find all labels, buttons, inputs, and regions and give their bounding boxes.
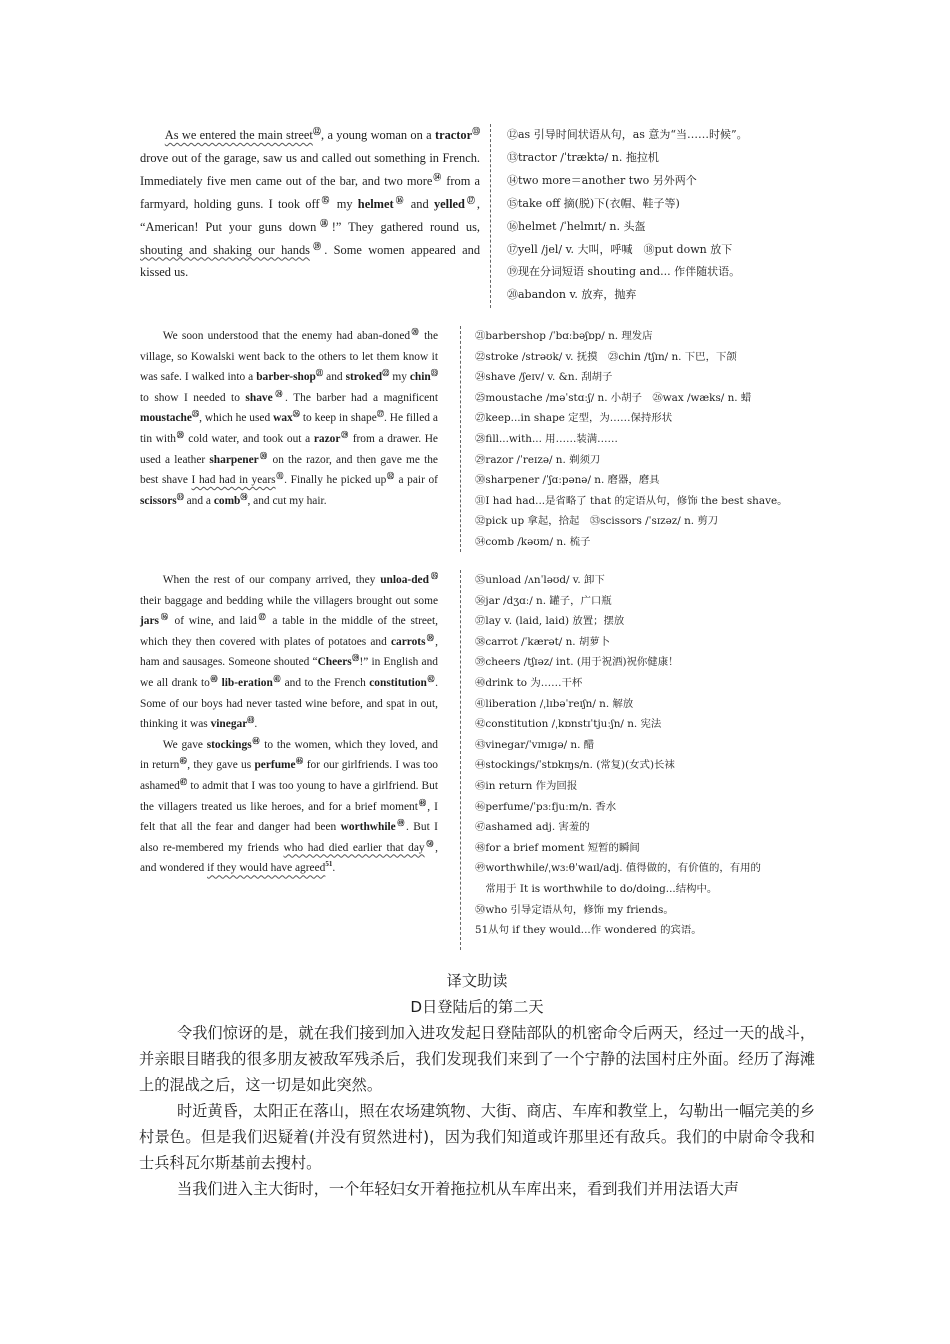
note-number: ㊶ bbox=[272, 675, 282, 684]
vocab-word: helmet bbox=[357, 196, 394, 211]
text: , a young woman on a bbox=[321, 128, 435, 142]
column-divider bbox=[460, 326, 461, 552]
note-number: ㊽ bbox=[417, 798, 428, 807]
note-line: ㉟unload /ʌnˈləʊd/ v. 卸下 bbox=[475, 574, 605, 586]
vocab-word: vinegar bbox=[210, 718, 248, 731]
text: . But I also re-membered my friends bbox=[140, 821, 438, 854]
note-number: ㊱ bbox=[158, 613, 170, 622]
note-line: ㉗keep...in shape 定型，为……保持形状 bbox=[475, 412, 673, 425]
note-line: ㉑barbershop /ˈbɑːbəʃɒp/ n. 理发店 bbox=[475, 330, 653, 342]
note-number: ㊲ bbox=[256, 613, 268, 622]
note-line: ㉔shave /ʃeɪv/ v. &n. 刮胡子 bbox=[475, 371, 613, 384]
note-number: ㊾ bbox=[395, 819, 406, 828]
text: my bbox=[331, 196, 358, 211]
vocab-word: worthwhile bbox=[340, 821, 396, 834]
text: !” in English and we all drank to bbox=[140, 656, 438, 689]
translation-section bbox=[139, 968, 815, 1202]
wavy-underlined-phrase: As we entered the main street bbox=[164, 128, 313, 142]
vocab-word: stroked bbox=[345, 371, 383, 384]
note-line: ㊷constitution /ˌkɒnstɪˈtjuːʃn/ n. 宪法 bbox=[475, 718, 662, 731]
note-line: ㊸vinegar/ˈvɪnɪɡə/ n. 醋 bbox=[475, 738, 595, 751]
text: and bbox=[405, 196, 434, 211]
note-line: ㊿who 引导定语从句，修饰 my friends。 bbox=[475, 903, 674, 916]
translation-paragraph: 令我们惊讶的是，就在我们接到加入进攻发起日登陆部队的机密命令后两天，经过一天的战斗，并亲眼目睹我的很多朋友被敌军残杀后，我们发现我们来到了一个宁静的法国村庄外面。经历了海滩上的混战之后，这一切是如此突然。 bbox=[139, 1024, 815, 1094]
vocab-word: unloa-ded bbox=[380, 574, 429, 586]
text: . Some of our boys had never tasted wine before, and spat in out, thinking it was bbox=[140, 676, 438, 731]
note-number: ⑳ bbox=[410, 328, 420, 337]
wavy-underlined-phrase: if they would have agreed bbox=[207, 862, 326, 875]
paragraph bbox=[140, 124, 480, 284]
note-line: 51从句 if they would...作 wondered 的宾语。 bbox=[475, 924, 702, 937]
text: !” They gathered round us, bbox=[331, 219, 480, 234]
note-number: ㉞ bbox=[240, 492, 248, 501]
note-line: ㊾worthwhile/ˌwɜːθˈwaɪl/adj. 值得做的，有价值的，有用的 bbox=[475, 862, 761, 875]
text: . Some women appeared and kissed us. bbox=[140, 242, 481, 280]
note-line: ⑲现在分词短语 shouting and... 作伴随状语。 bbox=[507, 265, 741, 279]
text: . He filled a tin with bbox=[140, 412, 438, 445]
vocab-word: razor bbox=[313, 432, 341, 445]
note-line: ㊲lay v. (laid, laid) 放置；摆放 bbox=[475, 615, 625, 628]
note-number: ⑬ bbox=[472, 126, 480, 136]
note-line: ㊺in return 作为回报 bbox=[475, 779, 578, 792]
text: and bbox=[323, 371, 346, 384]
note-number: ⑱ bbox=[316, 218, 332, 228]
vocab-word: tractor bbox=[434, 128, 473, 142]
vocab-word: lib-eration bbox=[221, 676, 273, 689]
note-number: ㉗ bbox=[376, 410, 384, 419]
vocab-word: moustache bbox=[140, 412, 192, 425]
note-number: ㊸ bbox=[247, 716, 255, 725]
text: the village, so Kowalski went back to the others to let them know it was safe. I walked into a bbox=[140, 330, 439, 384]
note-number: ㉒ bbox=[382, 369, 390, 378]
note-number: ⑲ bbox=[309, 241, 325, 251]
vocab-word: comb bbox=[213, 494, 241, 507]
note-line: ㊳carrot /ˈkærət/ n. 胡萝卜 bbox=[475, 635, 611, 648]
wavy-underlined-phrase: who had died earlier that day bbox=[283, 841, 425, 854]
text: a pair of bbox=[394, 474, 438, 487]
text: , and wondered bbox=[140, 841, 438, 875]
note-number: ⑭ bbox=[432, 172, 443, 182]
vocab-word: shave bbox=[245, 391, 273, 404]
note-number: ㉔ bbox=[272, 389, 286, 398]
note-number: ㉕ bbox=[191, 410, 200, 419]
note-line: ㉒stroke /strəʊk/ v. 抚摸 ㉓chin /tʃɪn/ n. 下巴，下颌 bbox=[475, 350, 737, 363]
note-line: ⑫as 引导时间状语从句，as 意为“当……时候”。 bbox=[507, 128, 748, 141]
text: from a drawer. He used a leather bbox=[140, 432, 438, 466]
wavy-underlined-phrase: I had had in years bbox=[191, 474, 276, 487]
vocab-word: Cheers bbox=[317, 656, 352, 669]
note-number: ㊼ bbox=[179, 778, 188, 787]
text: , which he used bbox=[199, 412, 274, 425]
translation-paragraph: 时近黄昏，太阳正在落山，照在农场建筑物、大街、商店、车库和教堂上，勾勒出一幅完美的乡村景色。但是我们迟疑着(并没有贸然进村)，因为我们知道或许那里还有敌兵。我们的中尉命令我和士兵科瓦尔斯基前去搜村。 bbox=[139, 1102, 815, 1172]
note-number: ㉜ bbox=[386, 472, 395, 481]
note-number: ㉝ bbox=[176, 492, 184, 501]
note-number: ㉙ bbox=[340, 431, 350, 440]
note-number: ㊺ bbox=[179, 757, 188, 766]
note-line: ⑳abandon v. 放弃，抛弃 bbox=[507, 288, 637, 302]
text: to admit that I was too young to have a girlfriend. But the villagers treated us like heroes, and for a brief moment bbox=[140, 779, 438, 813]
note-number: 51 bbox=[325, 860, 333, 869]
section-2-text bbox=[140, 326, 438, 511]
note-number: ㊳ bbox=[425, 633, 436, 642]
vocab-word: sharpener bbox=[209, 453, 259, 466]
vocab-word: chin bbox=[409, 371, 431, 384]
section-1-text bbox=[140, 124, 480, 284]
note-line: ㊹stockings/ˈstɒkɪŋs/n. (常复)(女式)长袜 bbox=[475, 759, 675, 772]
note-number: ㉘ bbox=[175, 431, 185, 440]
text: to show I needed to bbox=[140, 391, 246, 404]
note-line: ㊱jar /dʒɑː/ n. 罐子，广口瓶 bbox=[475, 594, 612, 607]
column-divider bbox=[460, 570, 461, 950]
note-line: ⑮take off 摘(脱)下(衣帽、鞋子等) bbox=[507, 196, 680, 210]
note-number: ㉑ bbox=[315, 369, 324, 378]
note-number: ⑯ bbox=[393, 195, 406, 205]
note-number: ㊷ bbox=[426, 675, 436, 684]
text: . bbox=[254, 718, 258, 731]
note-line: ⑰yell /jel/ v. 大叫，呼喊 ⑱put down 放下 bbox=[507, 242, 733, 256]
section-1-notes bbox=[507, 124, 837, 307]
text: We soon understood that the enemy had aban-doned bbox=[162, 330, 411, 342]
paragraph bbox=[140, 735, 438, 879]
note-line: ㉜pick up 拿起，拾起 ㉝scissors /ˈsɪzəz/ n. 剪刀 bbox=[475, 515, 719, 528]
vocab-word: constitution bbox=[369, 676, 427, 689]
text: , “American! Put your guns down bbox=[140, 196, 481, 234]
note-number: ⑰ bbox=[464, 195, 477, 205]
vocab-word: jars bbox=[140, 615, 159, 628]
note-line: ㉙razor /ˈreɪzə/ n. 剃须刀 bbox=[475, 453, 601, 466]
paragraph bbox=[140, 326, 438, 511]
note-number: ㉖ bbox=[292, 410, 300, 419]
text: . bbox=[332, 862, 336, 875]
text: their baggage and bedding while the villagers brought out some bbox=[140, 594, 438, 607]
note-number: ⑫ bbox=[312, 126, 322, 136]
note-number: ㉚ bbox=[258, 451, 269, 460]
text: to the women, which they loved, and in return bbox=[140, 738, 438, 772]
column-divider bbox=[490, 124, 491, 308]
text: and a bbox=[183, 494, 214, 507]
note-number: ㉛ bbox=[275, 472, 285, 481]
note-number: ㊻ bbox=[295, 757, 304, 766]
vocab-word: perfume bbox=[254, 759, 296, 772]
text: drove out of the garage, saw us and called out something in French. Immediately five men came out of the bar, and two more bbox=[140, 150, 480, 188]
note-line: ㊻perfume/ˈpɜːfjuːm/n. 香水 bbox=[475, 800, 617, 813]
section-3-notes bbox=[475, 570, 805, 941]
note-line: ㉛I had had...是省略了 that 的定语从句，修饰 the best shave。 bbox=[475, 494, 788, 507]
text: , and cut my hair. bbox=[247, 494, 327, 507]
translation-heading: 译文助读 bbox=[446, 972, 508, 990]
note-line: ㊵drink to 为……干杯 bbox=[475, 676, 583, 689]
text: , ham and sausages. Someone shouted “ bbox=[140, 635, 438, 669]
vocab-word: stockings bbox=[206, 738, 252, 751]
text: , they gave us bbox=[187, 759, 255, 772]
text: and to the French bbox=[281, 676, 370, 689]
wavy-underlined-phrase: shouting and shaking our hands bbox=[140, 242, 310, 257]
note-line: ⑬tractor /ˈtræktə/ n. 拖拉机 bbox=[507, 150, 659, 164]
note-line: 常用于 It is worthwhile to do/doing...结构中。 bbox=[475, 882, 718, 895]
vocab-word: yelled bbox=[433, 196, 465, 211]
vocab-word: barber-shop bbox=[256, 371, 316, 384]
text: to keep in shape bbox=[299, 412, 377, 425]
vocab-word: carrots bbox=[390, 635, 426, 648]
text: for our girlfriends. I was too ashamed bbox=[140, 759, 438, 792]
translation-paragraph: 当我们进入主大街时，一个年轻妇女开着拖拉机从车库出来，看到我们并用法语大声 bbox=[177, 1180, 739, 1198]
text: , I felt that all the fear and danger had been bbox=[140, 800, 438, 834]
text: from a farmyard, holding guns. I took off bbox=[140, 173, 481, 211]
text: of wine, and laid bbox=[169, 615, 257, 628]
text: cold water, and took out a bbox=[184, 432, 314, 445]
note-line: ㊽for a brief moment 短暂的瞬间 bbox=[475, 841, 640, 854]
vocab-word: scissors bbox=[140, 494, 177, 507]
note-line: ㉕moustache /məˈstɑːʃ/ n. 小胡子 ㉖wax /wæks/ n. 蜡 bbox=[475, 391, 752, 404]
section-2-notes bbox=[475, 326, 805, 553]
vocab-word: wax bbox=[273, 412, 293, 425]
note-number: ㊿ bbox=[424, 839, 436, 848]
note-number: ㉓ bbox=[430, 369, 438, 378]
section-3-text bbox=[140, 570, 438, 879]
note-number: ㊵ bbox=[209, 675, 219, 684]
note-line: ㊼ashamed adj. 害羞的 bbox=[475, 821, 590, 834]
text: . The barber had a magnificent bbox=[285, 391, 438, 404]
note-line: ㉘fill...with... 用……装满…… bbox=[475, 432, 618, 445]
note-line: ⑯helmet /ˈhelmɪt/ n. 头盔 bbox=[507, 219, 646, 233]
note-number: ㊴ bbox=[351, 654, 360, 663]
translation-title: D日登陆后的第二天 bbox=[410, 998, 544, 1016]
note-number: ⑮ bbox=[319, 195, 332, 205]
note-line: ㊶liberation /ˌlɪbəˈreɪʃn/ n. 解放 bbox=[475, 697, 634, 710]
text: We gave bbox=[162, 738, 207, 751]
note-line: ㊴cheers /tʃɪəz/ int. (用于祝酒)祝你健康！ bbox=[475, 656, 679, 669]
paragraph bbox=[140, 570, 438, 735]
note-line: ㉞comb /kəʊm/ n. 梳子 bbox=[475, 535, 591, 548]
text: a table in the middle of the street, which they then covered with plates of potatoes and bbox=[140, 615, 438, 648]
text: When the rest of our company arrived, they bbox=[162, 574, 381, 586]
note-number: ㊹ bbox=[251, 736, 261, 745]
note-number: ㉟ bbox=[428, 572, 438, 581]
note-line: ⑭two more＝another two 另外两个 bbox=[507, 173, 697, 187]
text: . Finally he picked up bbox=[284, 474, 387, 487]
note-line: ㉚sharpener /ˈʃɑːpənə/ n. 磨器，磨具 bbox=[475, 474, 660, 487]
text: my bbox=[389, 371, 410, 384]
text: on the razor, and then gave me the best shave bbox=[140, 453, 438, 487]
